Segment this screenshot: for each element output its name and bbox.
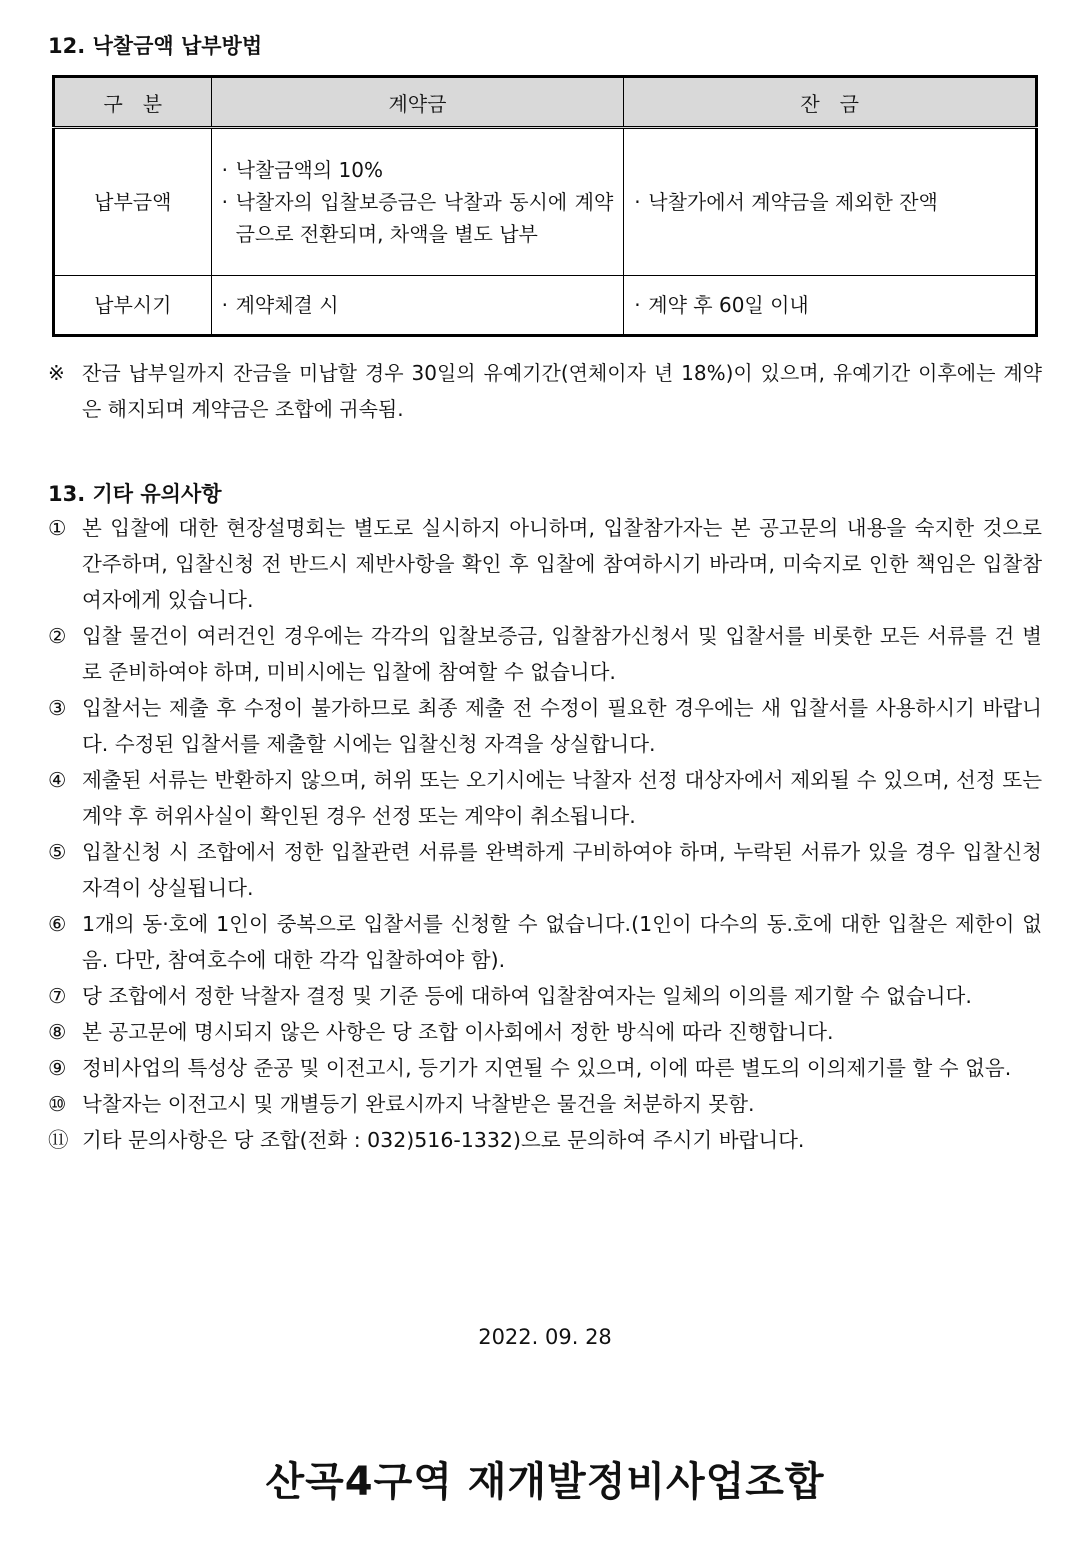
- payment-method-table: [52, 75, 1038, 337]
- header-category: 구 분: [54, 77, 212, 128]
- item-number: ⑥: [48, 912, 67, 936]
- cell-deposit-amount: [211, 128, 624, 276]
- item-number: ④: [48, 768, 67, 792]
- note-text: 잔금 납부일까지 잔금을 미납할 경우 30일의 유예기간(연체이자 년 18%)이 있으며, 유예기간 이후에는 계약은 해지되며 계약금은 조합에 귀속됨.: [82, 361, 1042, 421]
- notice-list: [48, 510, 1042, 1158]
- item-number: ⑧: [48, 1020, 67, 1044]
- bullet-text: · 낙찰자의 입찰보증금은 낙찰과 동시에 계약금으로 전환되며, 차액을 별도 납부: [222, 186, 614, 250]
- item-number: ⑪: [48, 1128, 69, 1152]
- item-number: ⑦: [48, 984, 67, 1008]
- item-text: 기타 문의사항은 당 조합(전화 : 032)516-1332)으로 문의하여 주시기 바랍니다.: [82, 1128, 805, 1152]
- item-text: 본 공고문에 명시되지 않은 사항은 당 조합 이사회에서 정한 방식에 따라 진행합니다.: [82, 1020, 834, 1044]
- table-header-row: [54, 77, 1037, 128]
- item-text: 입찰신청 시 조합에서 정한 입찰관련 서류를 완벽하게 구비하여야 하며, 누락된 서류가 있을 경우 입찰신청자격이 상실됩니다.: [82, 840, 1042, 900]
- grace-period-note: [48, 355, 1042, 427]
- row-label-timing: 납부시기: [54, 276, 212, 336]
- item-number: ⑤: [48, 840, 67, 864]
- item-text: 정비사업의 특성상 준공 및 이전고시, 등기가 지연될 수 있으며, 이에 따른 별도의 이의제기를 할 수 없음.: [82, 1056, 1012, 1080]
- table-row: [54, 276, 1037, 336]
- bullet-text: · 계약체결 시: [222, 289, 614, 321]
- header-deposit: 계약금: [211, 77, 624, 128]
- header-balance: 잔 금: [624, 77, 1037, 128]
- item-text: 입찰 물건이 여러건인 경우에는 각각의 입찰보증금, 입찰참가신청서 및 입찰서를 비롯한 모든 서류를 건 별로 준비하여야 하며, 미비시에는 입찰에 참여할 수 없습니다.: [82, 624, 1042, 684]
- bullet-text: · 낙찰가에서 계약금을 제외한 잔액: [634, 186, 1025, 218]
- item-text: 입찰서는 제출 후 수정이 불가하므로 최종 제출 전 수정이 필요한 경우에는 새 입찰서를 사용하시기 바랍니다. 수정된 입찰서를 제출할 시에는 입찰신청 자격을 상실합니다.: [82, 696, 1042, 756]
- list-item: [48, 1086, 1042, 1122]
- list-item: [48, 762, 1042, 834]
- item-number: ②: [48, 624, 67, 648]
- cell-deposit-timing: [211, 276, 624, 336]
- bullet-text: · 낙찰금액의 10%: [222, 154, 614, 186]
- item-text: 1개의 동·호에 1인이 중복으로 입찰서를 신청할 수 없습니다.(1인이 다수의 동.호에 대한 입찰은 제한이 없음. 다만, 참여호수에 대한 각각 입찰하여야 함).: [82, 912, 1042, 972]
- item-number: ③: [48, 696, 67, 720]
- reference-mark-icon: ※: [48, 361, 65, 385]
- list-item: [48, 834, 1042, 906]
- list-item: [48, 978, 1042, 1014]
- item-number: ⑨: [48, 1056, 67, 1080]
- list-item: [48, 618, 1042, 690]
- section-13-title: 13. 기타 유의사항: [48, 482, 222, 506]
- cell-balance-timing: [624, 276, 1037, 336]
- row-label-amount: 납부금액: [54, 128, 212, 276]
- list-item: [48, 1050, 1042, 1086]
- list-item: [48, 1122, 1042, 1158]
- bullet-text: · 계약 후 60일 이내: [634, 289, 1025, 321]
- list-item: [48, 906, 1042, 978]
- organization-name: 산곡4구역 재개발정비사업조합: [265, 1459, 825, 1505]
- item-text: 본 입찰에 대한 현장설명회는 별도로 실시하지 아니하며, 입찰참가자는 본 공고문의 내용을 숙지한 것으로 간주하며, 입찰신청 전 반드시 제반사항을 확인 후 입찰에 참여하시기 바라며, 미숙지로 인한 책임은 입찰참여자에게 있습니다.: [82, 516, 1042, 612]
- list-item: [48, 510, 1042, 618]
- item-number: ⑩: [48, 1092, 67, 1116]
- table-row: [54, 128, 1037, 276]
- item-text: 당 조합에서 정한 낙찰자 결정 및 기준 등에 대하여 입찰참여자는 일체의 이의를 제기할 수 없습니다.: [82, 984, 972, 1008]
- announcement-date: 2022. 09. 28: [478, 1325, 612, 1349]
- list-item: [48, 690, 1042, 762]
- section-12-title: 12. 낙찰금액 납부방법: [48, 34, 263, 58]
- item-text: 낙찰자는 이전고시 및 개별등기 완료시까지 낙찰받은 물건을 처분하지 못함.: [82, 1092, 755, 1116]
- item-number: ①: [48, 516, 67, 540]
- item-text: 제출된 서류는 반환하지 않으며, 허위 또는 오기시에는 낙찰자 선정 대상자에서 제외될 수 있으며, 선정 또는 계약 후 허위사실이 확인된 경우 선정 또는 계약이 취소됩니다.: [82, 768, 1042, 828]
- cell-balance-amount: [624, 128, 1037, 276]
- list-item: [48, 1014, 1042, 1050]
